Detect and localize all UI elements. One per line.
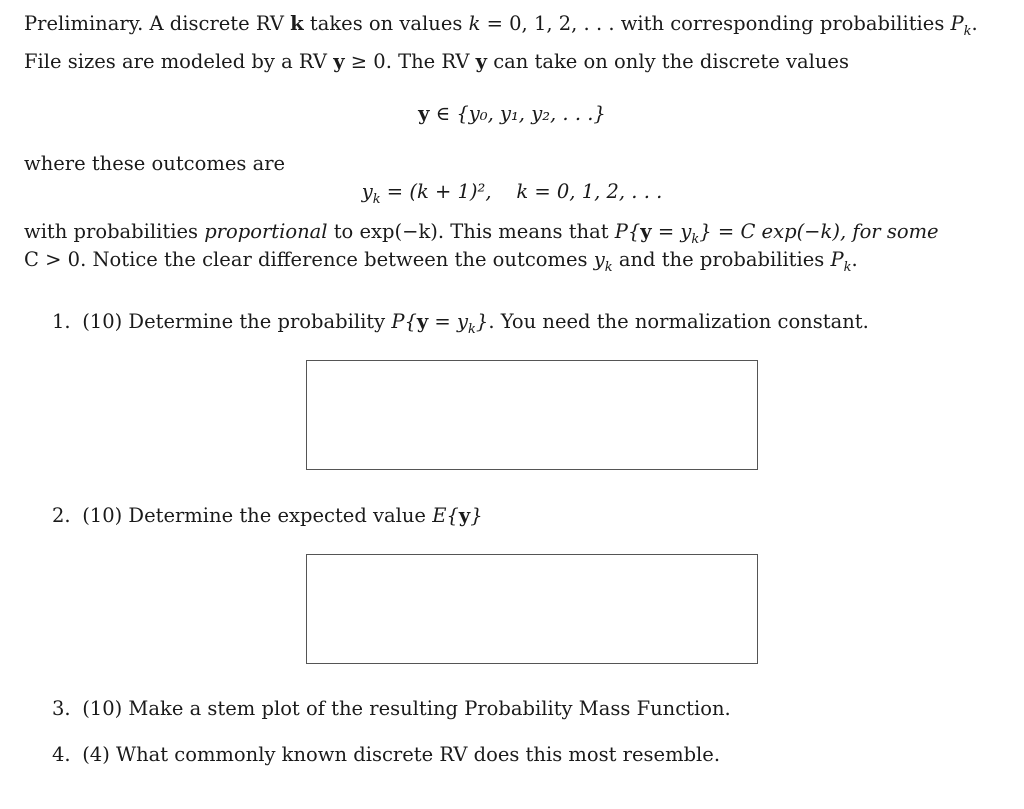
- prob-text: and the probabilities: [612, 248, 831, 271]
- subscript-k: k: [372, 191, 381, 207]
- outcome-equation: [0, 180, 1024, 207]
- rv-y: y: [333, 50, 345, 73]
- question-math: }: [470, 504, 483, 527]
- probability-line-1: [24, 220, 939, 247]
- question-text: (10) Make a stem plot of the resulting Probability Mass Function.: [82, 697, 731, 720]
- question-1: [52, 310, 869, 337]
- prob-math: P{: [614, 220, 641, 243]
- prob-text: with probabilities: [24, 220, 205, 243]
- intro-text: = 0, 1, 2, . . . with corresponding probabilities: [480, 12, 951, 35]
- question-4: [52, 743, 720, 766]
- outcome-formula: = (k + 1)²,: [380, 180, 498, 203]
- answer-box-2[interactable]: [306, 554, 758, 664]
- question-text: (10) Determine the probability: [82, 310, 392, 333]
- var-y: y: [361, 180, 373, 203]
- question-number: 2.: [52, 504, 71, 527]
- question-2: [52, 504, 483, 527]
- intro-text: Preliminary. A discrete RV: [24, 12, 291, 35]
- question-math: }: [475, 310, 489, 333]
- prob-text: to exp(−k). This means that: [327, 220, 615, 243]
- var-P: P: [830, 248, 844, 271]
- question-3: [52, 697, 731, 720]
- prob-text: .: [851, 248, 858, 271]
- var-k: k: [468, 12, 481, 35]
- intro-text: File sizes are modeled by a RV: [24, 50, 334, 73]
- k-range: k = 0, 1, 2, . . .: [516, 180, 663, 203]
- intro-line-2: [24, 50, 849, 73]
- var-P: P: [950, 12, 964, 35]
- intro-text: ≥ 0. The RV: [344, 50, 476, 73]
- rv-y: y: [458, 504, 471, 527]
- answer-box-1[interactable]: [306, 360, 758, 470]
- rv-y: y: [418, 102, 430, 125]
- intro-text: .: [971, 12, 978, 35]
- probability-line-2: [24, 248, 858, 275]
- emphasis-proportional: proportional: [204, 220, 328, 243]
- rv-y: y: [416, 310, 429, 333]
- intro-line-1: [24, 12, 978, 39]
- question-text: (4) What commonly known discrete RV does this most resemble.: [82, 743, 721, 766]
- question-text: (10) Determine the expected value: [82, 504, 433, 527]
- question-number: 1.: [52, 310, 71, 333]
- equation-gap: [498, 180, 517, 203]
- subscript-k: k: [963, 23, 972, 39]
- var-y: y: [593, 248, 605, 271]
- rv-y: y: [640, 220, 652, 243]
- subscript-k: k: [691, 231, 700, 247]
- rv-k: k: [290, 12, 304, 35]
- rv-y: y: [475, 50, 488, 73]
- subscript-k: k: [468, 321, 476, 337]
- question-number: 4.: [52, 743, 71, 766]
- where-text: where these outcomes are: [24, 152, 286, 175]
- set-equation: [0, 102, 1024, 125]
- prob-text: C > 0. Notice the clear difference between the outcomes: [24, 248, 594, 271]
- question-text: . You need the normalization constant.: [488, 310, 869, 333]
- set-values: ∈ {y₀, y₁, y₂, . . .}: [429, 102, 606, 125]
- intro-text: takes on values: [303, 12, 469, 35]
- subscript-k: k: [843, 259, 852, 275]
- subscript-k: k: [604, 259, 613, 275]
- question-math: E{: [432, 504, 459, 527]
- intro-text: can take on only the discrete values: [487, 50, 849, 73]
- question-math: = y: [428, 310, 468, 333]
- question-math: P{: [391, 310, 417, 333]
- prob-math: = y: [651, 220, 692, 243]
- question-number: 3.: [52, 697, 71, 720]
- prob-math: } = C exp(−k), for some: [699, 220, 939, 243]
